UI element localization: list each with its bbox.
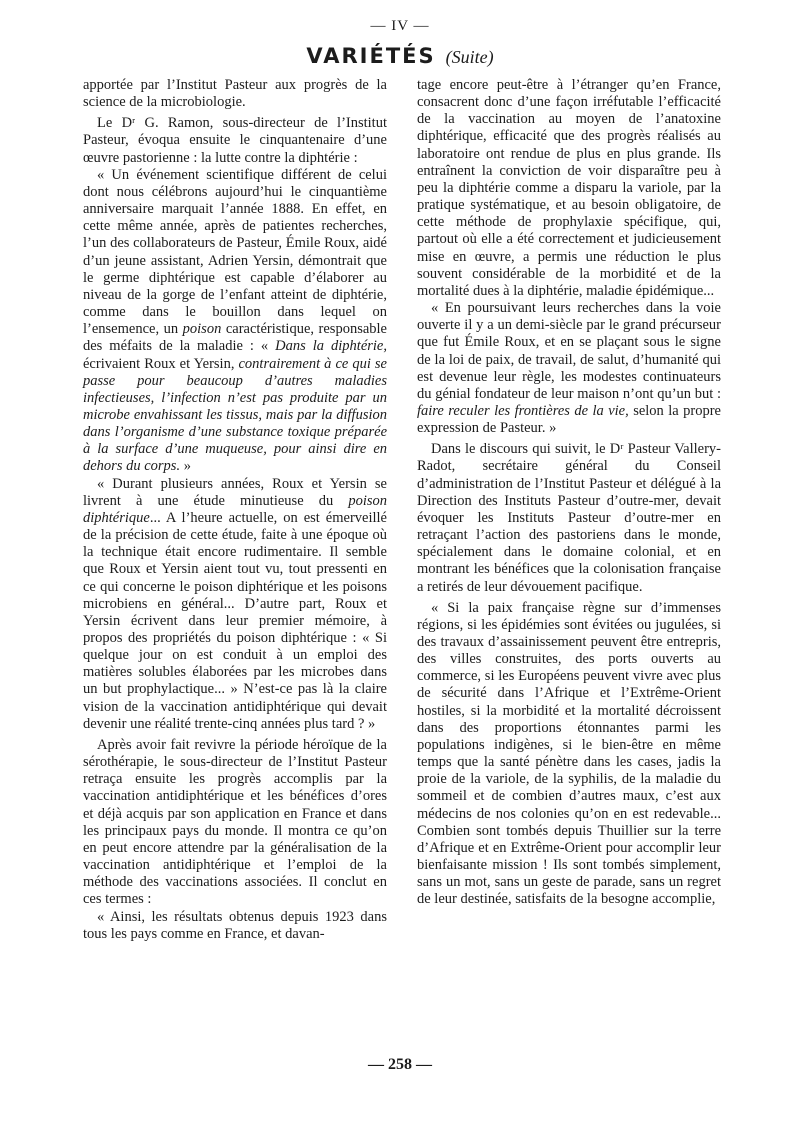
folio: — IV — bbox=[370, 18, 430, 34]
left-column bbox=[83, 77, 387, 943]
paragraph: « Si la paix française règne sur d’immenses régions, si les épidémies sont évitées ou jugulées, si des travaux d’assainissement peuvent être entrepris, des villes construites, des ports ouverts au commerce, si les Européens peuvent vivre avec plus de sécurité dans l’Afrique et l’Extrême-Orient hostiles, si la morbidité et la mortalité décroissent dans des proportions étonnantes parmi les populations indigènes, si le bien-être en même temps que la santé pénètre dans les cases, jadis la proie de la variole, de la syphilis, de la maladie du sommeil et de combien d’autres maux, c’est aux médecins de nos colonies qu’on en est redevable... Combien sont tombés depuis Thuillier sur la terre d’Afrique et en Extrême-Orient pour accomplir leur bienfaisante mission ! Ils sont tombés simplement, sans un mot, sans un geste de parade, sans un regret de leur destinée, satisfaits de la besogne accomplie, bbox=[417, 599, 721, 908]
page-number: — 258 — bbox=[368, 1056, 432, 1073]
paragraph: « En poursuivant leurs recherches dans la voie ouverte il y a un demi-siècle par le grand précurseur que fut Émile Roux, et en se plaçant sous le signe de la loi de paix, de travail, de salut, d’humanité qui est devenue leur règle, les modestes continuateurs du génial fondateur de leur maison n’ont qu’un but : faire reculer les frontières de la vie, selon la propre expression de Pasteur. » bbox=[417, 300, 721, 437]
paragraph: « Un événement scientifique différent de celui dont nous célébrons aujourd’hui le cinquantième anniversaire marquait l’année 1888. En effet, en cette même année, après de patientes recherches, l’un des collaborateurs de Pasteur, Émile Roux, aidé d’un jeune assistant, Adrien Yersin, démontrait que le germe diphtérique est capable d’élaborer au niveau de la gorge de l’enfant atteint de diphtérie, comme dans le bouillon dans lequel on l’ensemence, un poison caractéristique, responsable des méfaits de la maladie : « Dans la diphtérie, écrivaient Roux et Yersin, contrairement à ce qui se passe pour beaucoup d’autres maladies infectieuses, l’infection n’est pas produite par un microbe envahissant les tissus, mais par la diffusion dans l’organisme d’une substance toxique préparée à la surface d’une muqueuse, pour ainsi dire en dehors du corps. » bbox=[83, 166, 387, 475]
section-subtitle: (Suite) bbox=[445, 47, 494, 67]
paragraph: Après avoir fait revivre la période héroïque de la sérothérapie, le sous-directeur de l’Institut Pasteur retraça ensuite les progrès accomplis par la vaccination antidiphtérique et les bénéfices d’ores et déjà acquis par son application en France et dans les principaux pays du monde. Il montra ce qu’on en peut encore attendre par la généralisation de la vaccination antidiphtérique et l’emploi de la méthode des vaccinations associées. Il conclut en ces termes : bbox=[83, 736, 387, 908]
paragraph: « Ainsi, les résultats obtenus depuis 1923 dans tous les pays comme en France, et davan- bbox=[83, 908, 387, 942]
paragraph: Dans le discours qui suivit, le Dʳ Pasteur Vallery-Radot, secrétaire général du Conseil d’administration de l’Institut Pasteur et délégué à la Direction des Instituts Pasteur d’outre-mer, devait évoquer les Instituts Pasteur d’outre-mer en retraçant l’action des pastoriens dans le monde, spécialement dans le domaine colonial, et en montrant les bénéfices que la colonisation française a retirés de leur dévouement pacifique. bbox=[417, 441, 721, 595]
page-title bbox=[0, 44, 800, 68]
paragraph: apportée par l’Institut Pasteur aux progrès de la science de la microbiologie. bbox=[83, 77, 387, 111]
right-column bbox=[417, 77, 721, 909]
section-title: VARIÉTÉS bbox=[306, 44, 436, 68]
paragraph: « Durant plusieurs années, Roux et Yersin se livrent à une étude minutieuse du poison diphtérique... A l’heure actuelle, on est émerveillé de la précision de cette étude, faite à une époque où la technique était encore rudimentaire. Il semble que Roux et Yersin aient tout vu, tout pressenti en ce qui concerne le poison diphtérique et les poisons microbiens en général... D’autre part, Roux et Yersin écrivent dans leur premier mémoire, à propos des propriétés du poison diphtérique : « Si quelque jour on est conduit à un emploi des matières solubles élaborées par les microbes dans un but prophylactique... » N’est-ce pas là la claire vision de la vaccination antidiphtérique qui devait devenir une réalité trente-cinq années plus tard ? » bbox=[83, 475, 387, 732]
paragraph: tage encore peut-être à l’étranger qu’en France, consacrent donc d’une façon irréfutable l’efficacité de la vaccination au moyen de l’anatoxine diphtérique, efficacité que des progrès réalisés au laboratoire ont rendue de plus en plus grande. Ils entraînent la conviction de voir disparaître peu à peu la diphtérie comme a disparu la variole, par la pratique systématique, et au besoin obligatoire, de cette méthode de prophylaxie spécifique, qui, partout où elle a été correctement et judicieusement mise en œuvre, a permis une réduction le plus souvent considérable de la morbidité et de la mortalité dues à la diphtérie, maladie épidémique... bbox=[417, 77, 721, 299]
paragraph: Le Dʳ G. Ramon, sous-directeur de l’Institut Pasteur, évoqua ensuite le cinquantenaire d’une œuvre pastorienne : la lutte contre la diphtérie : bbox=[83, 115, 387, 166]
